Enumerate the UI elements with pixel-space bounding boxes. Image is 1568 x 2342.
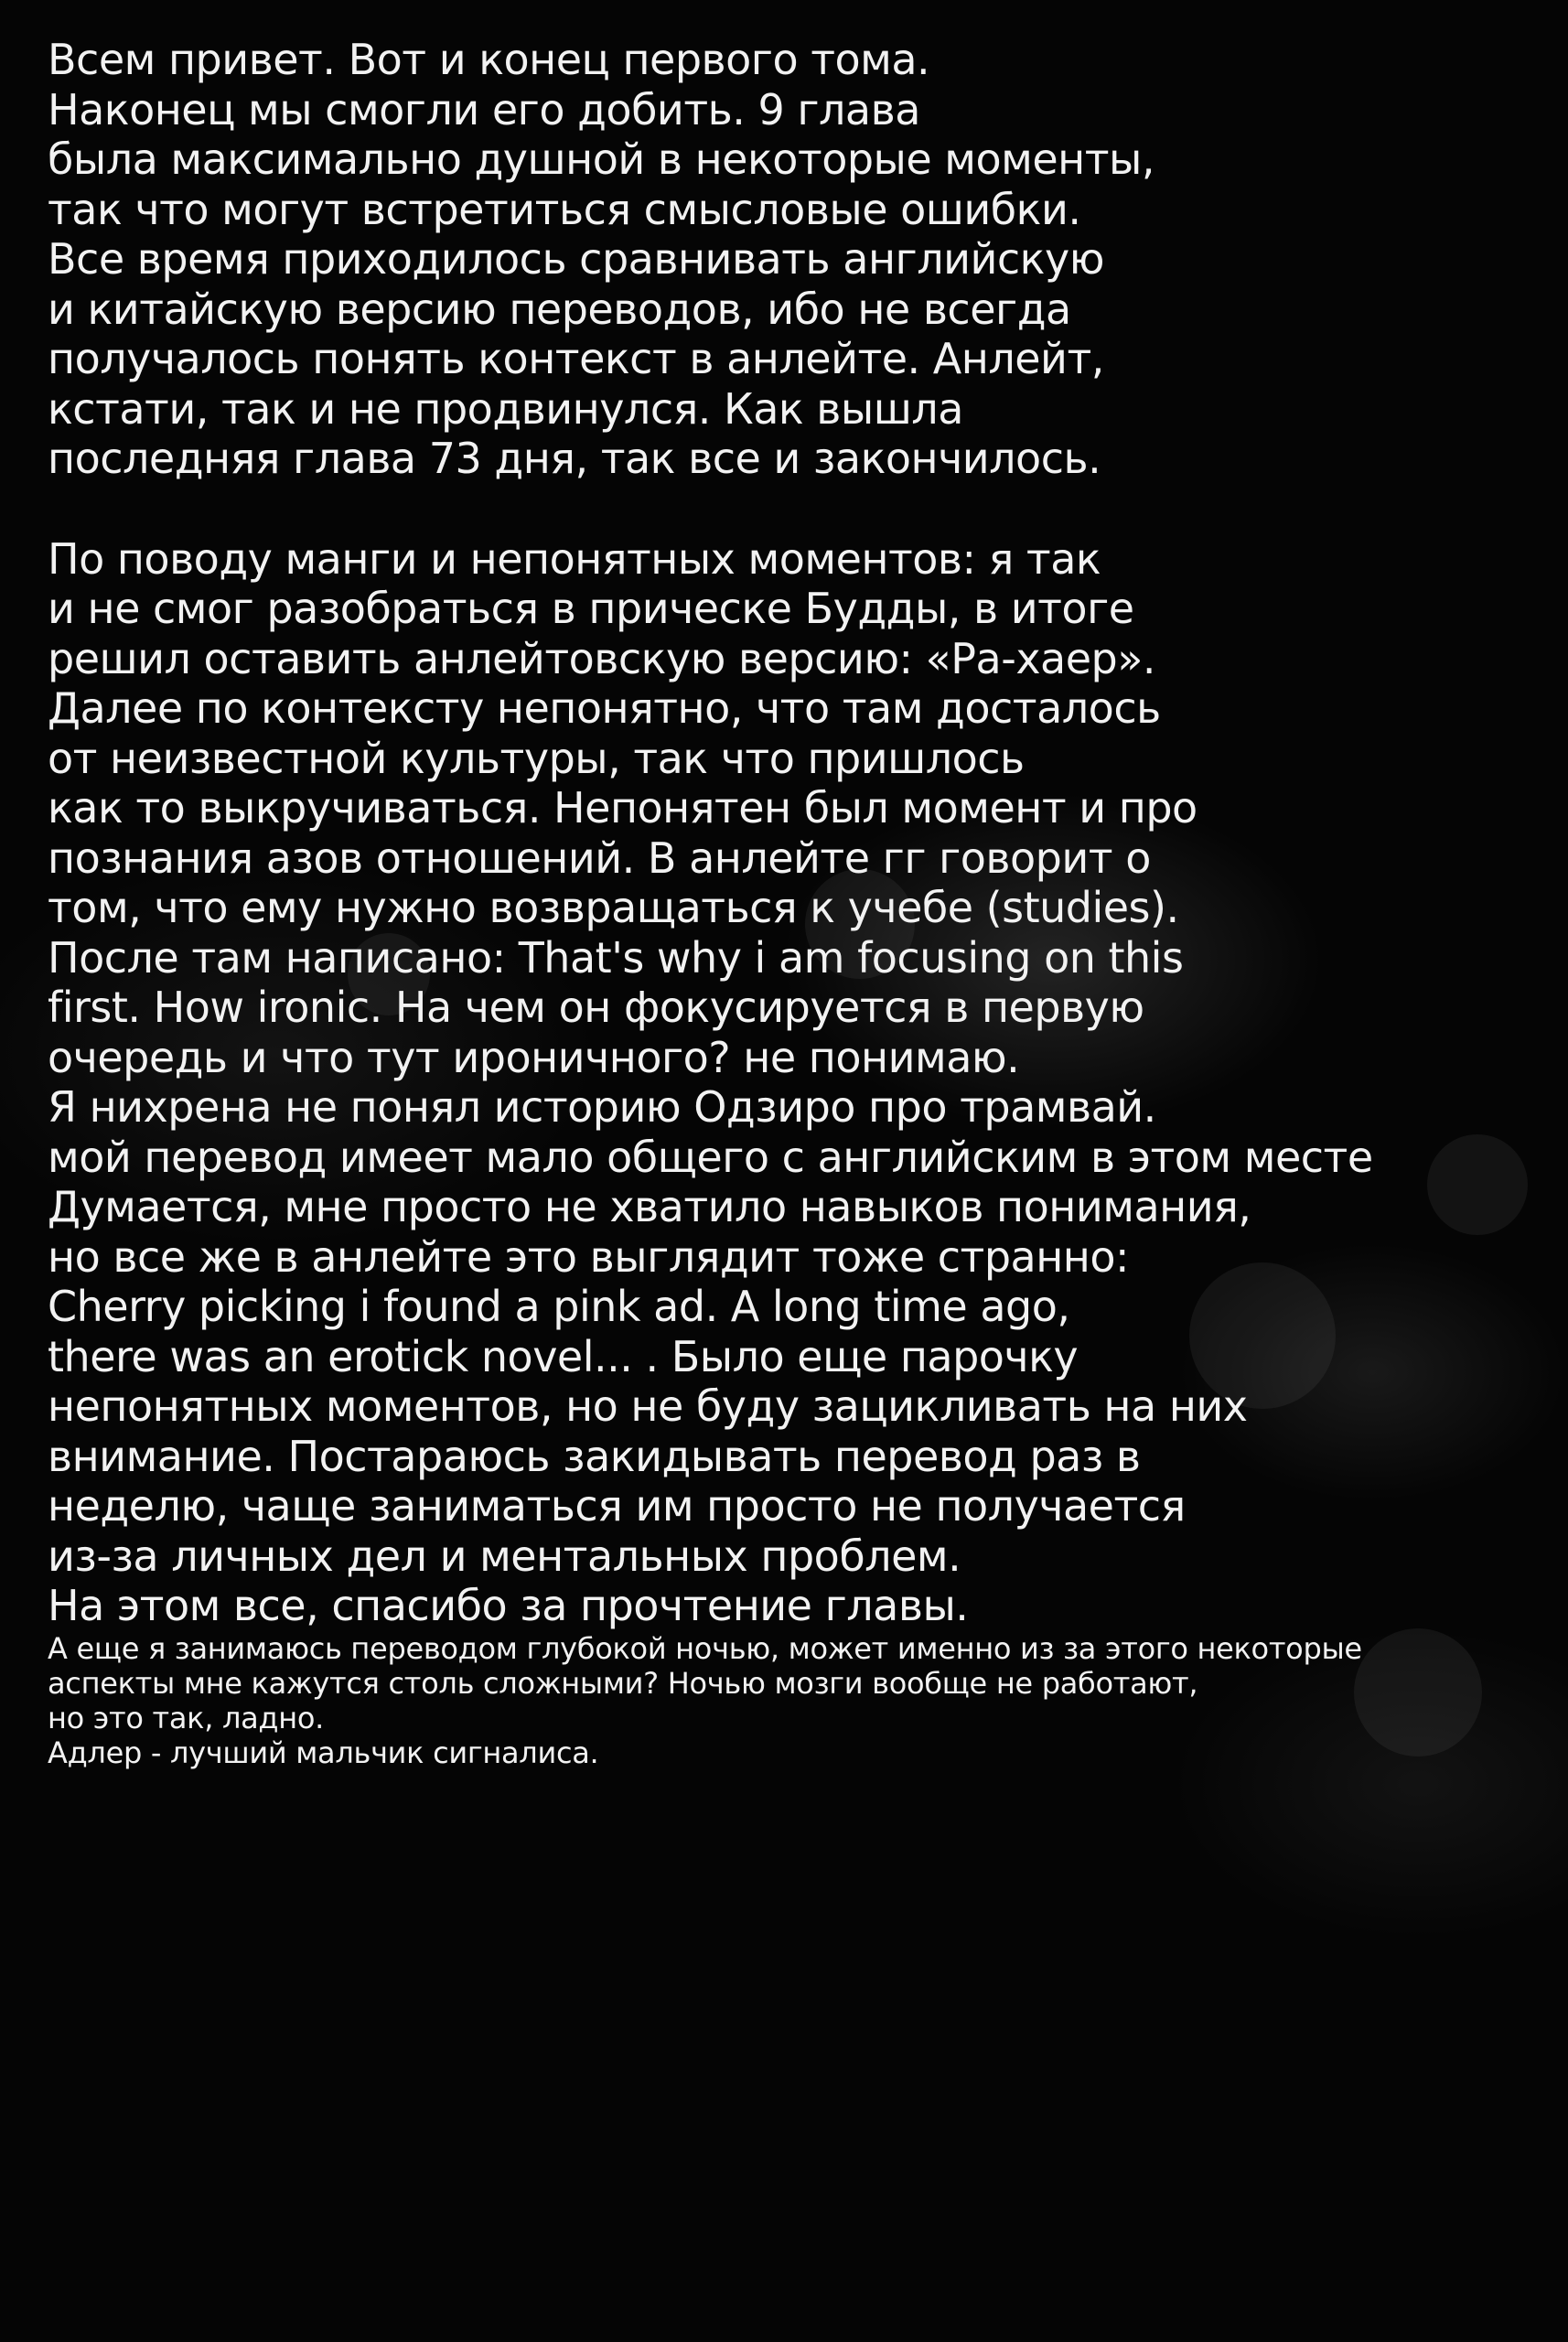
text-line: внимание. Постараюсь закидывать перевод раз в <box>48 1431 1141 1481</box>
text-line: так что могут встретиться смысловые ошибки. <box>48 184 1081 234</box>
text-line: от неизвестной культуры, так что пришлось <box>48 733 1025 783</box>
paragraph-manga-notes <box>48 534 1557 1631</box>
text-line: была максимально душной в некоторые моменты, <box>48 134 1155 184</box>
footnote-line: А еще я занимаюсь переводом глубокой ночью, может именно из за этого некоторые <box>48 1630 1362 1666</box>
text-line: но все же в анлейте это выглядит тоже странно: <box>48 1231 1130 1282</box>
footnote-line: аспекты мне кажутся столь сложными? Ночью мозги вообще не работают, <box>48 1665 1198 1701</box>
text-line: Думается, мне просто не хватило навыков понимания, <box>48 1182 1251 1231</box>
text-line: На этом все, спасибо за прочтение главы. <box>48 1581 969 1630</box>
text-line: Наконец мы смогли его добить. 9 глава <box>48 84 920 134</box>
text-line: Всем привет. Вот и конец первого тома. <box>48 35 930 84</box>
text-line: непонятных моментов, но не буду зацикливать на них <box>48 1381 1248 1431</box>
text-line: и китайскую версию переводов, ибо не всегда <box>48 284 1071 334</box>
text-line: том, что ему нужно возвращаться к учебе (studies). <box>48 883 1179 932</box>
text-line: Cherry picking i found a pink ad. A long time ago, <box>48 1282 1070 1331</box>
footnote-line: Адлер - лучший мальчик сигналиса. <box>48 1735 599 1770</box>
footnote-line: но это так, ладно. <box>48 1700 325 1735</box>
text-line: После там написано: That's why i am focusing on this <box>48 932 1184 983</box>
text-line: there was an erotick novel... . Было еще парочку <box>48 1331 1079 1381</box>
footnote <box>48 1631 1557 1770</box>
text-line: По поводу манги и непонятных моментов: я так <box>48 533 1101 584</box>
text-line: решил оставить анлейтовскую версию: «Ра-хаер». <box>48 633 1156 683</box>
paragraph-spacer <box>48 484 1557 534</box>
text-line: Я нихрена не понял историю Одзиро про трамвай. <box>48 1082 1156 1132</box>
text-line: кстати, так и не продвинулся. Как вышла <box>48 383 963 434</box>
text-line: неделю, чаще заниматься им просто не получается <box>48 1481 1186 1531</box>
text-line: познания азов отношений. В анлейте гг говорит о <box>48 833 1151 883</box>
text-line: first. How ironic. На чем он фокусируется в первую <box>48 983 1144 1032</box>
translator-note <box>48 35 1557 1770</box>
text-line: мой перевод имеет мало общего с английским в этом месте <box>48 1132 1373 1182</box>
text-line: и не смог разобраться в прическе Будды, в итоге <box>48 584 1134 633</box>
text-line: как то выкручиваться. Непонятен был момент и про <box>48 783 1197 833</box>
paragraph-intro <box>48 35 1557 484</box>
text-line: из-за личных дел и ментальных проблем. <box>48 1531 961 1581</box>
text-line: Все время приходилось сравнивать английскую <box>48 234 1104 284</box>
text-line: последняя глава 73 дня, так все и закончилось. <box>48 434 1101 483</box>
text-line: получалось понять контекст в анлейте. Анлейт, <box>48 334 1104 383</box>
text-line: очередь и что тут ироничного? не понимаю. <box>48 1032 1020 1082</box>
text-line: Далее по контексту непонятно, что там досталось <box>48 683 1161 733</box>
